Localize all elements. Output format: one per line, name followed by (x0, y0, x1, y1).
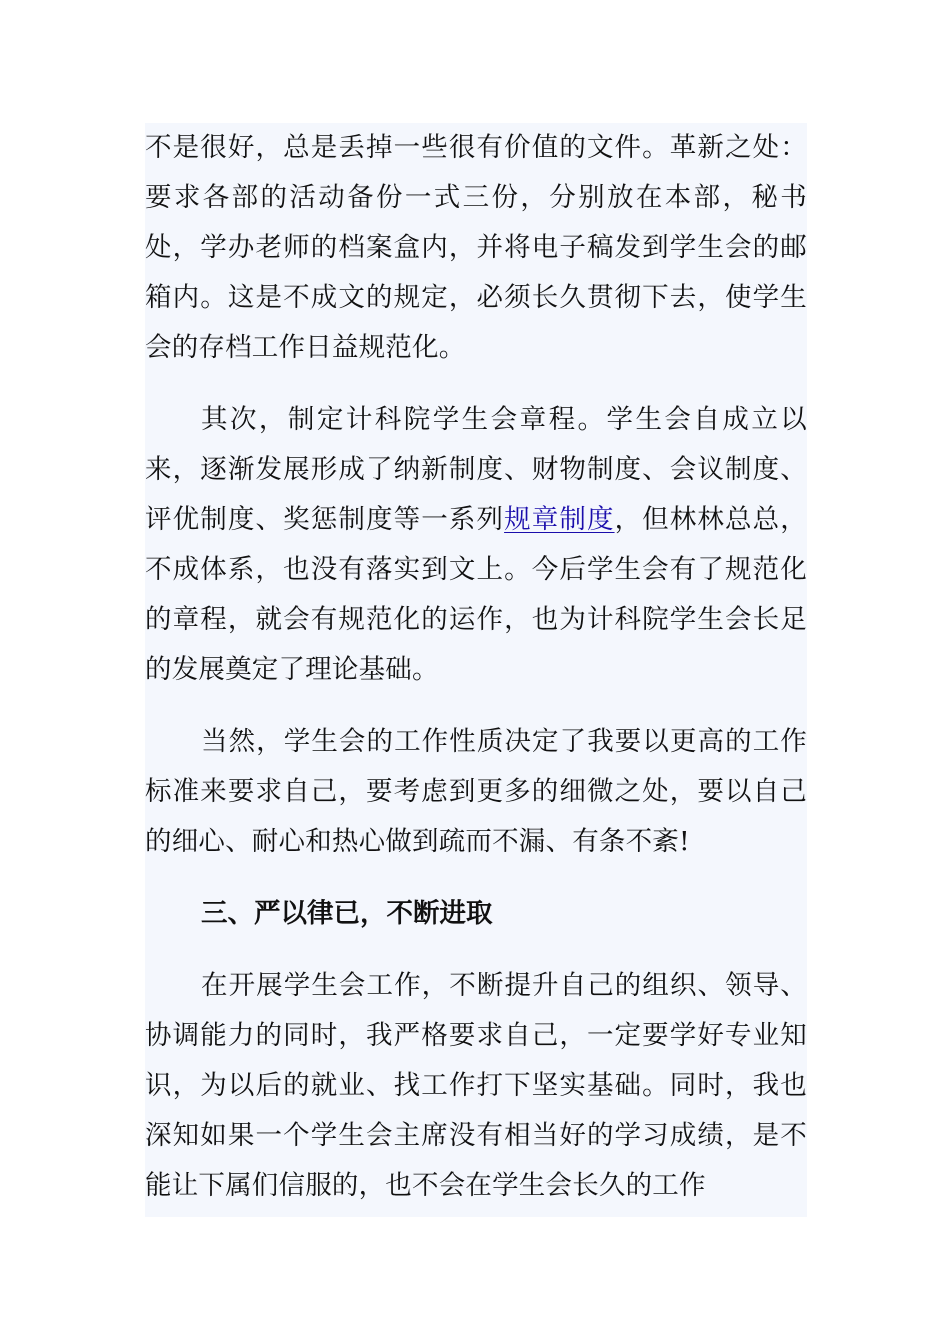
paragraph-archiving: 不是很好，总是丢掉一些很有价值的文件。革新之处：要求各部的活动备份一式三份，分别放在本部，秘书处，学办老师的档案盒内，并将电子稿发到学生会的邮箱内。这是不成文的规定，必须长久贯彻下去，使学生会的存档工作日益规范化。 (145, 132, 807, 363)
paragraph-charter-text-after: ，但林林总总，不成体系，也没有落实到文上。今后学生会有了规范化的章程，就会有规范化的运作，也为计科院学生会长足的发展奠定了理论基础。 (145, 504, 807, 685)
paragraph-self-discipline: 在开展学生会工作，不断提升自己的组织、领导、协调能力的同时，我严格要求自己，一定要学好专业知识，为以后的就业、找工作打下坚实基础。同时，我也深知如果一个学生会主席没有相当好的学习成绩，是不能让下属们信服的，也不会在学生会长久的工作 (145, 970, 807, 1201)
paragraph-charter-text-before: 其次，制定计科院学生会章程。学生会自成立以来，逐渐发展形成了纳新制度、财物制度、会议制度、评优制度、奖惩制度等一系列 (145, 404, 807, 535)
rules-regulations-link[interactable]: 规章制度 (504, 504, 615, 535)
section-heading-three: 三、严以律已，不断进取 (201, 898, 493, 929)
paragraph-charter (145, 395, 807, 695)
document-body (145, 123, 807, 1217)
paragraph-standards: 当然，学生会的工作性质决定了我要以更高的工作标准来要求自己，要考虑到更多的细微之处，要以自己的细心、耐心和热心做到疏而不漏、有条不紊! (145, 726, 807, 857)
